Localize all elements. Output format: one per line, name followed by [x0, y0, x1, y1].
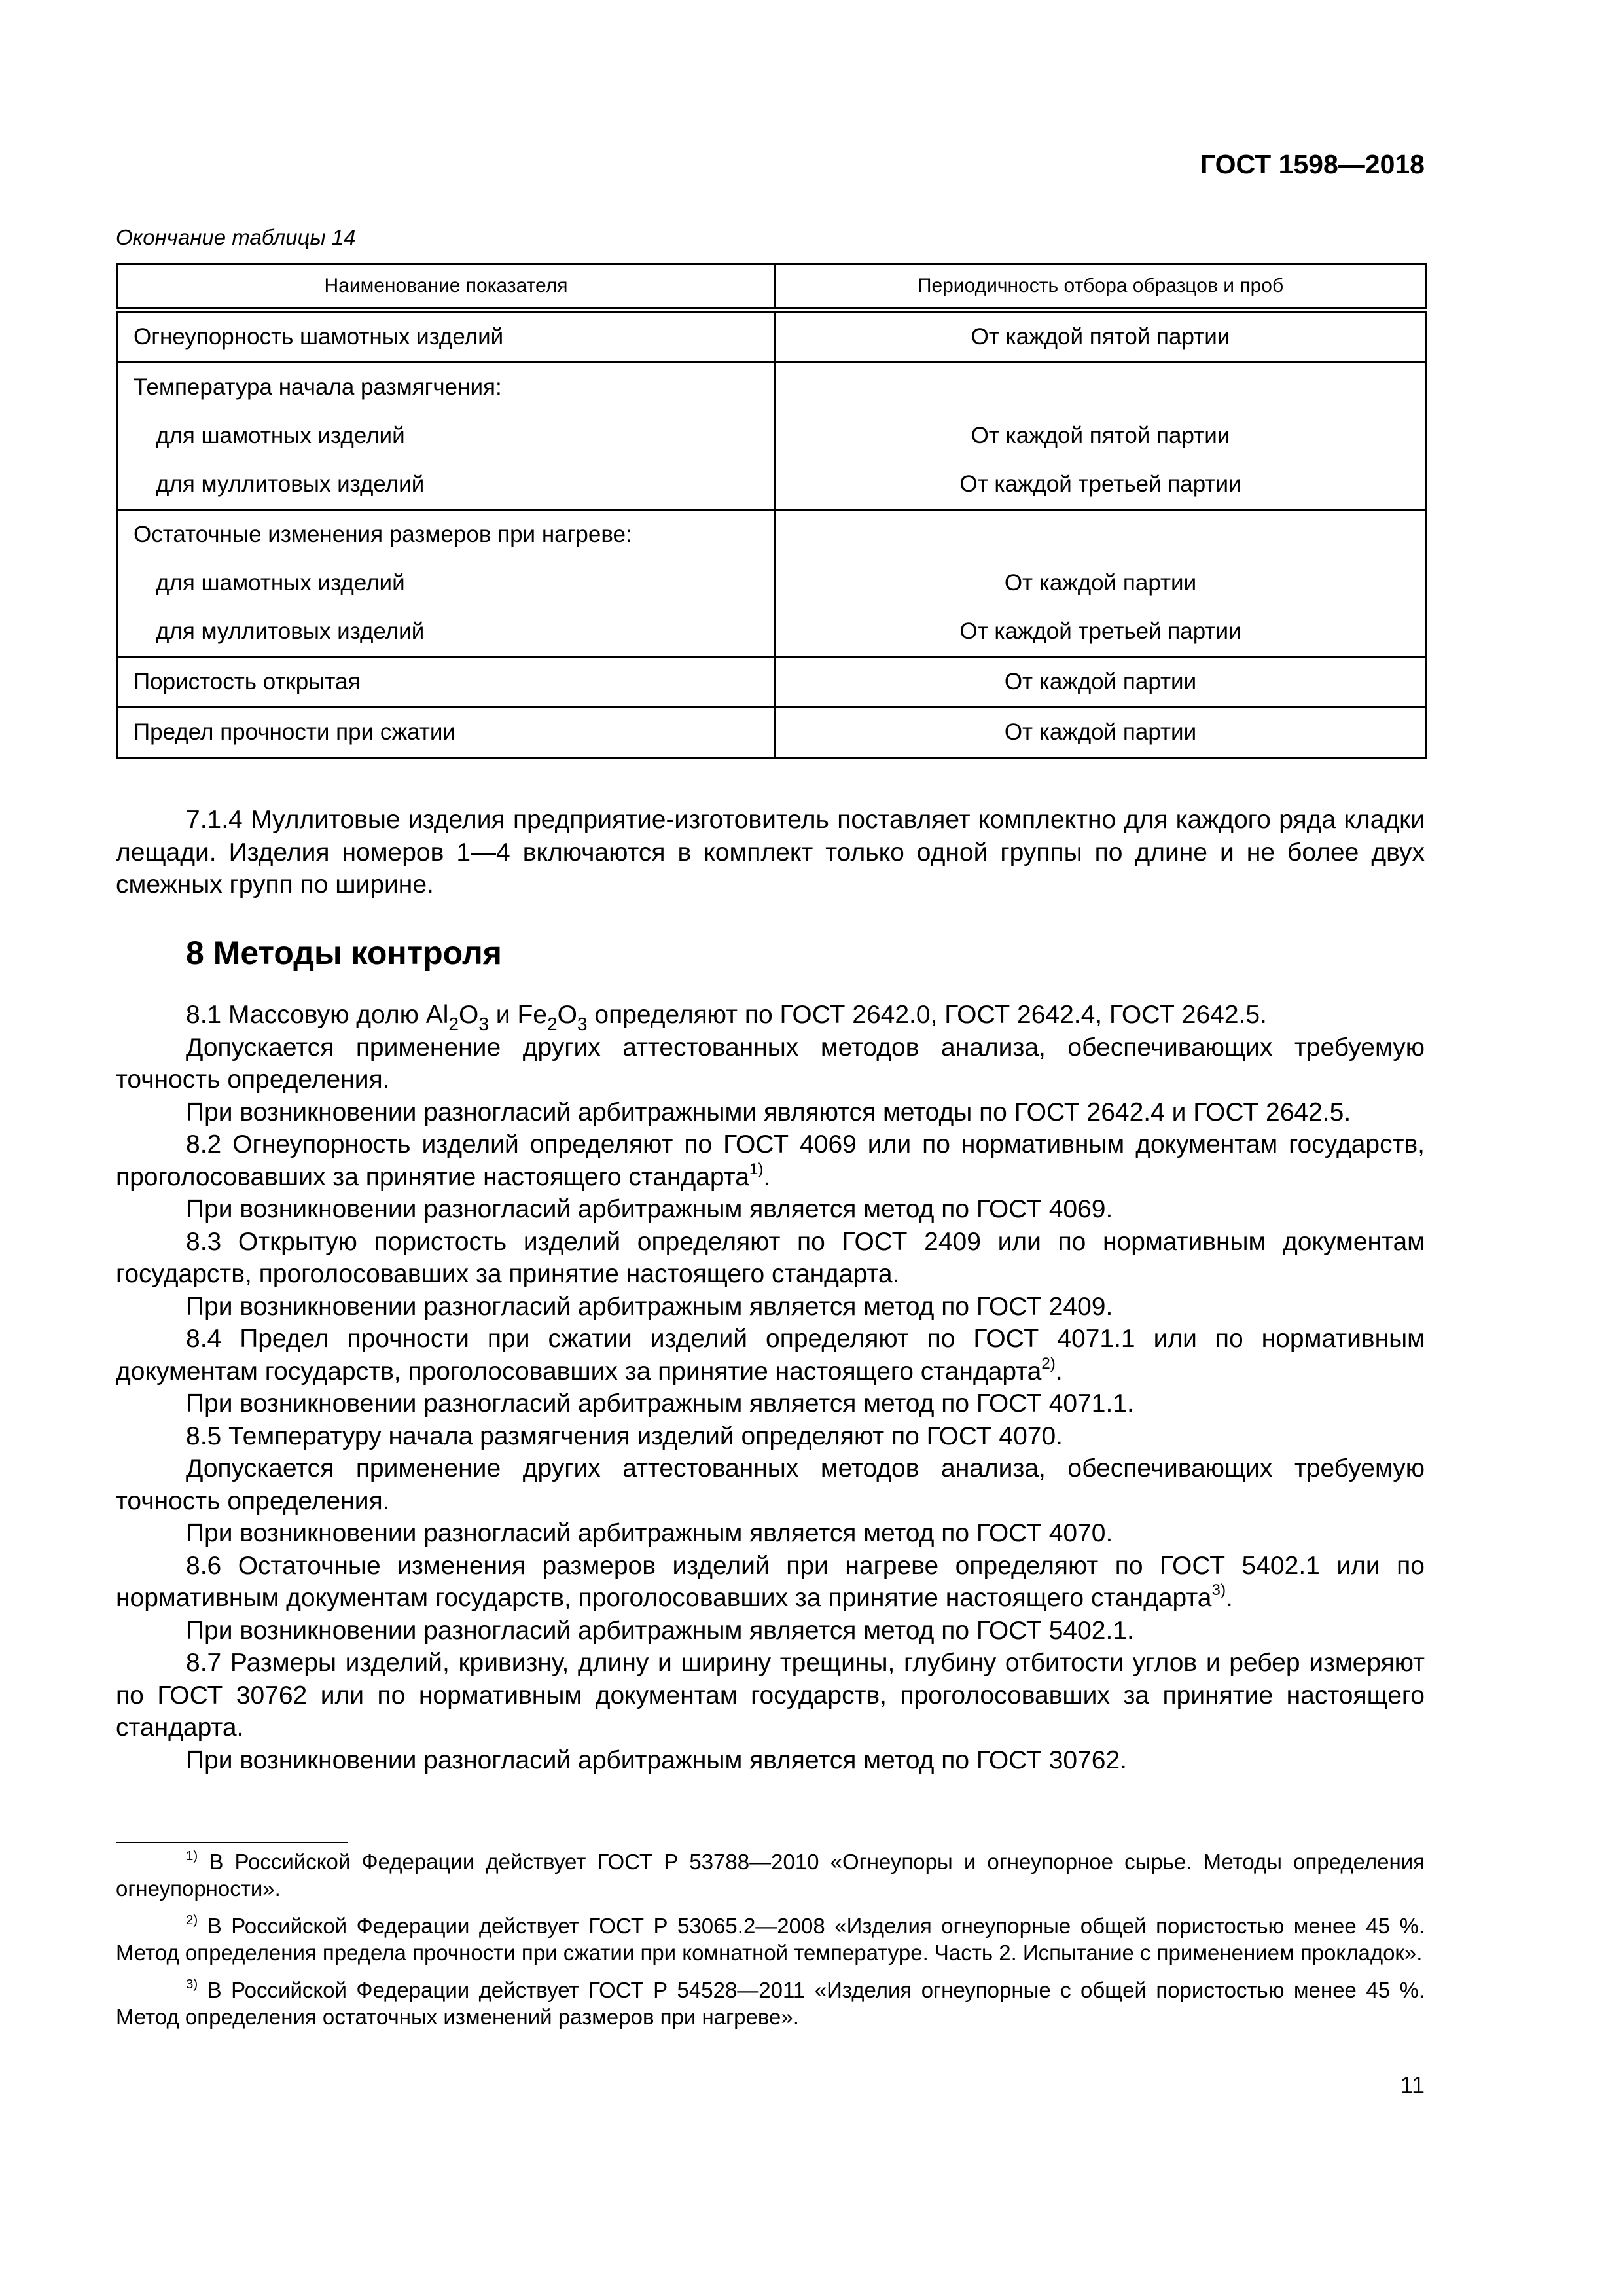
table-row: [117, 708, 1426, 758]
sampling-frequency-table: [116, 263, 1425, 759]
formula-al: Al: [425, 1001, 449, 1029]
table-row: [117, 310, 1426, 363]
frequency-value: От каждой партии: [1004, 719, 1197, 745]
clause-7-1-4: [116, 804, 1425, 901]
footnote-marker: 3): [186, 1976, 198, 1992]
text-run: определяют по ГОСТ 2642.0, ГОСТ 2642.4, ГОСТ 2642.5.: [587, 1001, 1267, 1029]
footnote-2: [116, 1912, 1425, 1966]
footnote-text: В Российской Федерации действует ГОСТ Р 53065.2—2008 «Изделия огнеупорные общей пористостью менее 45 %. Метод определения предела прочности при сжатии при комнатной температуре. Часть 2. Испытание с применением прокладок».: [116, 1914, 1425, 1965]
text-run: 8.1 Массовую долю: [186, 1001, 426, 1029]
indicator-sublabel: для шамотных изделий: [156, 423, 405, 448]
paragraph: При возникновении разногласий арбитражным является метод по ГОСТ 30762.: [186, 1746, 1127, 1774]
footnote-separator: [116, 1842, 348, 1843]
frequency-cell: [776, 657, 1426, 708]
table: [116, 263, 1427, 759]
footnote-ref[interactable]: 1): [749, 1160, 764, 1178]
frequency-cell: [776, 310, 1426, 363]
subscript: 2: [546, 1013, 558, 1034]
page-number: 11: [1400, 2072, 1425, 2098]
frequency-cell: [776, 708, 1426, 758]
frequency-value: От каждой третьей партии: [959, 471, 1241, 497]
paragraph: При возникновении разногласий арбитражным является метод по ГОСТ 4071.1.: [186, 1390, 1134, 1418]
frequency-cell: [776, 510, 1426, 657]
footnote-3: [116, 1977, 1425, 2030]
paragraph: При возникновении разногласий арбитражным является метод по ГОСТ 2409.: [186, 1292, 1113, 1321]
indicator-label: Остаточные изменения размеров при нагреве:: [134, 522, 632, 547]
frequency-value: От каждой партии: [1004, 669, 1197, 694]
footnote-text: В Российской Федерации действует ГОСТ Р 53788—2010 «Огнеупоры и огнеупорное сырье. Методы определения огнеупорности».: [116, 1850, 1425, 1901]
indicator-sublabel: для шамотных изделий: [156, 570, 405, 596]
indicator-cell: [117, 708, 776, 758]
footnotes: [116, 1848, 1425, 2041]
frequency-value: От каждой партии: [1004, 570, 1197, 596]
clause-8-5: 8.5 Температуру начала размягчения изделий определяют по ГОСТ 4070.: [186, 1422, 1063, 1450]
paragraph: При возникновении разногласий арбитражными являются методы по ГОСТ 2642.4 и ГОСТ 2642.5.: [186, 1098, 1351, 1126]
footnote-text: В Российской Федерации действует ГОСТ Р 54528—2011 «Изделия огнеупорные с общей пористостью менее 45 %. Метод определения остаточных изменений размеров при нагреве».: [116, 1978, 1425, 2029]
subscript: 3: [577, 1013, 588, 1034]
formula-fe: Fe: [517, 1001, 547, 1029]
subscript: 3: [478, 1013, 489, 1034]
paragraph: При возникновении разногласий арбитражным является метод по ГОСТ 5402.1.: [186, 1616, 1134, 1645]
footnote-marker: 2): [186, 1912, 198, 1928]
indicator-label: Предел прочности при сжатии: [134, 719, 455, 745]
paragraph: Допускается применение других аттестованных методов анализа, обеспечивающих требуемую точность определения.: [116, 1033, 1425, 1094]
clause-8-3: 8.3 Открытую пористость изделий определяют по ГОСТ 2409 или по нормативным документам государств, проголосовавших за принятие настоящего стандарта.: [116, 1227, 1425, 1288]
footnote-ref[interactable]: 3): [1211, 1581, 1226, 1600]
subscript: 2: [448, 1013, 459, 1034]
clause-8-7: 8.7 Размеры изделий, кривизну, длину и ширину трещины, глубину отбитости углов и ребер измеряют по ГОСТ 30762 или по нормативным документам государств, проголосовавших за принятие настоящего стандарта.: [116, 1649, 1425, 1742]
frequency-value: От каждой пятой партии: [971, 324, 1230, 350]
table-row: [117, 510, 1426, 657]
column-header-indicator: Наименование показателя: [117, 264, 776, 310]
text-run: и: [488, 1001, 518, 1029]
frequency-value: [776, 363, 1425, 412]
paragraph: При возникновении разногласий арбитражным является метод по ГОСТ 4069.: [186, 1195, 1113, 1223]
indicator-sublabel: для муллитовых изделий: [156, 471, 425, 497]
table-row: [117, 657, 1426, 708]
text-run: 8.4 Предел прочности при сжатии изделий определяют по ГОСТ 4071.1 или по нормативным документам государств, проголосовавших за принятие настоящего стандарта: [116, 1325, 1425, 1386]
frequency-cell: [776, 363, 1426, 510]
text-run: 8.2 Огнеупорность изделий определяют по ГОСТ 4069 или по нормативным документам государств, проголосовавших за принятие настоящего стандарта: [116, 1130, 1425, 1191]
formula-o: O: [557, 1001, 577, 1029]
section-heading: 8 Методы контроля: [186, 935, 502, 971]
clause-8-2: 8.2 Огнеупорность изделий определяют по ГОСТ 4069 или по нормативным документам государств, проголосовавших за принятие настоящего стандарта$^{1)}$.: [116, 1130, 1425, 1191]
indicator-label: Огнеупорность шамотных изделий: [134, 324, 504, 350]
frequency-value: От каждой третьей партии: [959, 619, 1241, 644]
table-row: [117, 363, 1426, 510]
indicator-cell: [117, 363, 776, 510]
paragraph: При возникновении разногласий арбитражным является метод по ГОСТ 4070.: [186, 1519, 1113, 1547]
text-run: 8.6 Остаточные изменения размеров изделий при нагреве определяют по ГОСТ 5402.1 или по нормативным документам государств, проголосовавших за принятие настоящего стандарта: [116, 1551, 1425, 1612]
clause-8-4: 8.4 Предел прочности при сжатии изделий определяют по ГОСТ 4071.1 или по нормативным документам государств, проголосовавших за принятие настоящего стандарта$^{2)}$.: [116, 1325, 1425, 1386]
indicator-label: Пористость открытая: [134, 669, 361, 694]
formula-o: O: [459, 1001, 479, 1029]
indicator-sublabel: для муллитовых изделий: [156, 619, 425, 644]
section-8-body: [116, 999, 1425, 1776]
table-header-row: [117, 264, 1426, 310]
clause-8-1: [116, 999, 1425, 1034]
indicator-cell: [117, 310, 776, 363]
table-caption: Окончание таблицы 14: [116, 225, 356, 249]
clause-8-6: 8.6 Остаточные изменения размеров изделий при нагреве определяют по ГОСТ 5402.1 или по нормативным документам государств, проголосовавших за принятие настоящего стандарта$^{3)}$.: [116, 1551, 1425, 1612]
paragraph: Допускается применение других аттестованных методов анализа, обеспечивающих требуемую точность определения.: [116, 1454, 1425, 1515]
frequency-value: От каждой пятой партии: [971, 423, 1230, 448]
document-header-id: ГОСТ 1598—2018: [1200, 149, 1425, 179]
paragraph: 7.1.4 Муллитовые изделия предприятие-изготовитель поставляет комплектно для каждого ряда кладки лещади. Изделия номеров 1—4 включаются в комплект только одной группы по длине и не более двух смежных групп по ширине.: [116, 806, 1425, 899]
column-header-frequency: Периодичность отбора образцов и проб: [776, 264, 1426, 310]
footnote-1: [116, 1848, 1425, 1902]
frequency-value: [776, 511, 1425, 559]
indicator-cell: [117, 657, 776, 708]
footnote-marker: 1): [186, 1848, 198, 1863]
footnote-ref[interactable]: 2): [1041, 1354, 1056, 1372]
indicator-label: Температура начала размягчения:: [134, 374, 502, 400]
indicator-cell: [117, 510, 776, 657]
